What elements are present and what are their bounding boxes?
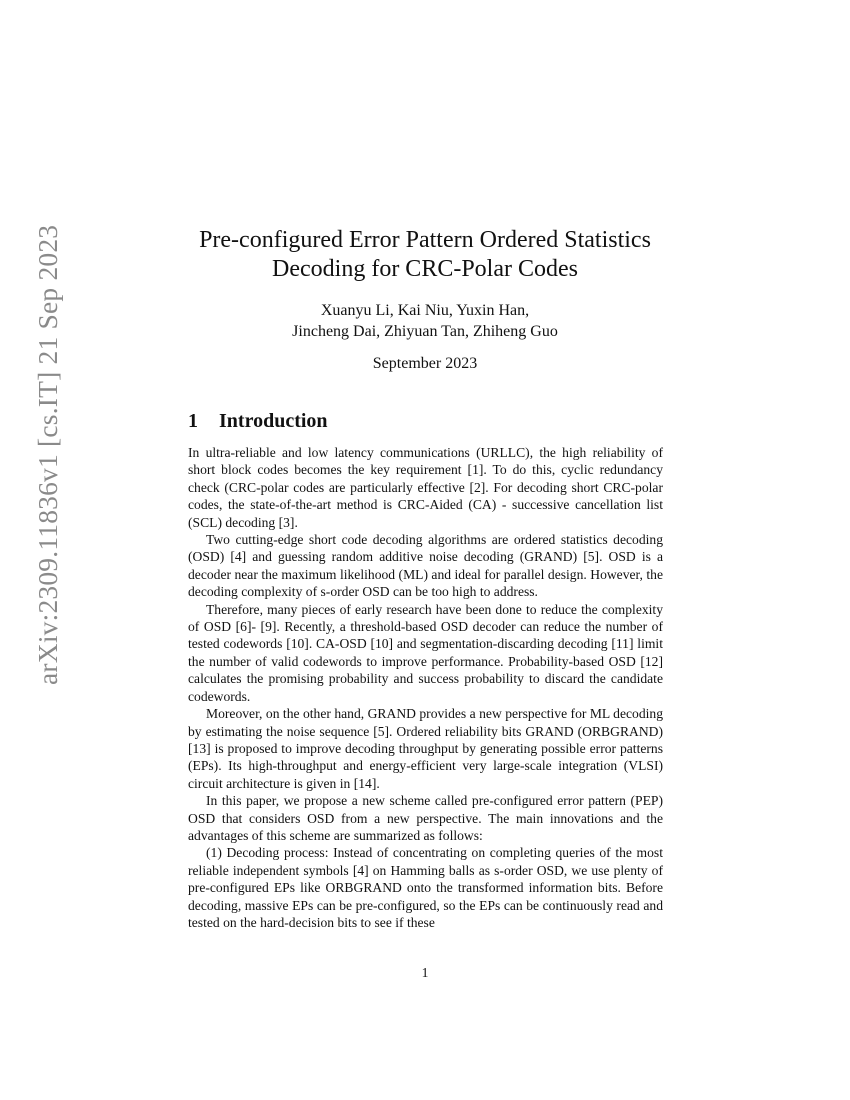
arxiv-identifier-stamp: arXiv:2309.11836v1 [cs.IT] 21 Sep 2023 <box>32 224 63 685</box>
section-title: Introduction <box>219 410 328 432</box>
paper-title-line-1: Pre-configured Error Pattern Ordered Statistics <box>199 227 651 253</box>
paper-title <box>0 226 850 284</box>
paragraph-2: Two cutting-edge short code decoding algorithms are ordered statistics decoding (OSD) [4] and guessing random additive noise decoding (GRAND) [5]. OSD is a decoder near the maximum likelihood (ML) and ideal for parallel design. However, the decoding complexity of s-order OSD can be too high to address. <box>188 532 663 600</box>
authors-line-1: Xuanyu Li, Kai Niu, Yuxin Han, <box>320 302 530 319</box>
section-heading-introduction <box>188 409 328 433</box>
paper-authors <box>0 300 850 342</box>
page-number: 1 <box>421 965 429 980</box>
paragraph-4: Moreover, on the other hand, GRAND provides a new perspective for ML decoding by estimating the noise sequence [5]. Ordered reliability bits GRAND (ORBGRAND) [13] is proposed to improve decoding throughput by generating possible error patterns (EPs). Its high-throughput and energy-efficient very large-scale integration (VLSI) circuit architecture is given in [14]. <box>188 706 663 791</box>
introduction-body <box>188 444 663 931</box>
paragraph-6: (1) Decoding process: Instead of concentrating on completing queries of the most reliable independent symbols [4] on Hamming balls as s-order OSD, we use plenty of pre-configured EPs like ORBGRAND onto the transformed information bits. Before decoding, massive EPs can be pre-configured, so the EPs can be continuously read and tested on the hard-decision bits to see if these <box>188 845 663 930</box>
paper-title-line-2: Decoding for CRC-Polar Codes <box>272 256 578 282</box>
paragraph-5: In this paper, we propose a new scheme called pre-configured error pattern (PEP) OSD that considers OSD from a new perspective. The main innovations and the advantages of this scheme are summarized as follows: <box>188 793 663 843</box>
authors-line-2: Jincheng Dai, Zhiyuan Tan, Zhiheng Guo <box>292 323 558 340</box>
section-number: 1 <box>188 410 198 432</box>
paragraph-1: In ultra-reliable and low latency communications (URLLC), the high reliability of short block codes becomes the key requirement [1]. To do this, cyclic redundancy check (CRC-polar codes are particularly effective [2]. For decoding short CRC-polar codes, the state-of-the-art method is CRC-Aided (CA) - successive cancellation list (SCL) decoding [3]. <box>188 445 663 530</box>
paper-date: September 2023 <box>372 355 478 372</box>
paragraph-3: Therefore, many pieces of early research have been done to reduce the complexity of OSD [6]- [9]. Recently, a threshold-based OSD decoder can reduce the number of tested codewords [10]. CA-OSD [10] and segmentation-discarding decoding [11] limit the number of valid codewords to improve performance. Probability-based OSD [12] calculates the promising probability and success probability to discard the candidate codewords. <box>188 601 663 704</box>
